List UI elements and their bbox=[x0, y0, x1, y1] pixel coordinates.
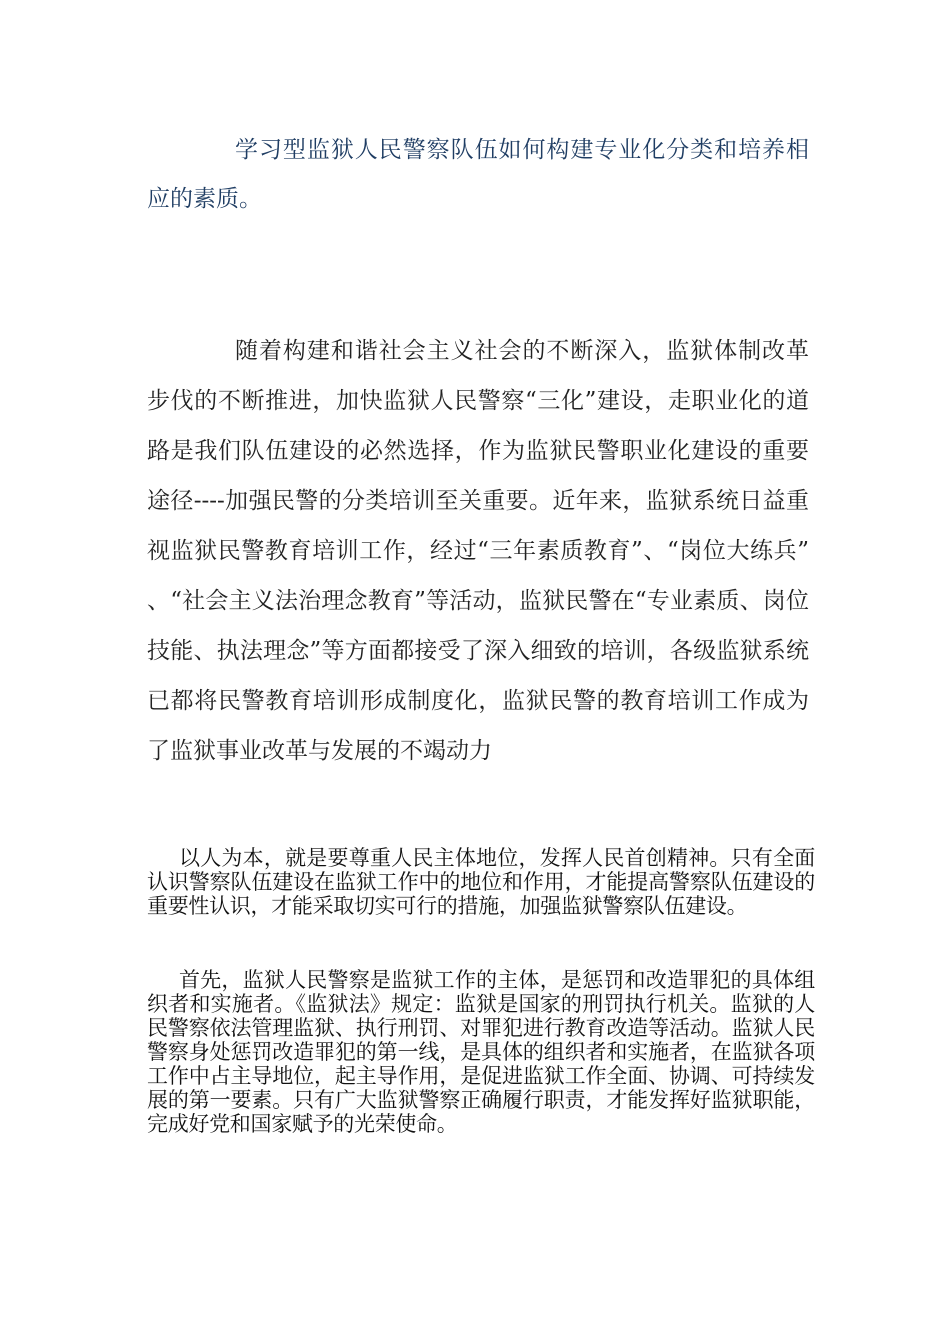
intro-paragraph: 随着构建和谐社会主义社会的不断深入，监狱体制改革步伐的不断推进，加快监狱人民警察“三化”建设，走职业化的道路是我们队伍建设的必然选择，作为监狱民警职业化建设的重要途径----加强民警的分类培训至关重要。近年来，监狱系统日益重视监狱民警教育培训工作，经过“三年素质教育”、“岗位大练兵”、“社会主义法治理念教育”等活动，监狱民警在“专业素质、岗位技能、执法理念”等方面都接受了深入细致的培训，各级监狱系统已都将民警教育培训形成制度化，监狱民警的教育培训工作成为了监狱事业改革与发展的不竭动力 bbox=[147, 338, 809, 764]
document-title: 学习型监狱人民警察队伍如何构建专业化分类和培养相应的素质。 bbox=[147, 137, 809, 212]
people-oriented-paragraph: 以人为本，就是要尊重人民主体地位，发挥人民首创精神。只有全面认识警察队伍建设在监狱工作中的地位和作用，才能提高警察队伍建设的重要性认识，才能采取切实可行的措施，加强监狱警察队伍建设。 bbox=[147, 846, 815, 918]
first-point-paragraph: 首先，监狱人民警察是监狱工作的主体，是惩罚和改造罪犯的具体组织者和实施者。《监狱法》规定：监狱是国家的刑罚执行机关。监狱的人民警察依法管理监狱、执行刑罚、对罪犯进行教育改造等活动。监狱人民警察身处惩罚改造罪犯的第一线，是具体的组织者和实施者，在监狱各项工作中占主导地位，起主导作用，是促进监狱工作全面、协调、可持续发展的第一要素。只有广大监狱警察正确履行职责，才能发挥好监狱职能，完成好党和国家赋予的光荣使命。 bbox=[147, 968, 815, 1136]
